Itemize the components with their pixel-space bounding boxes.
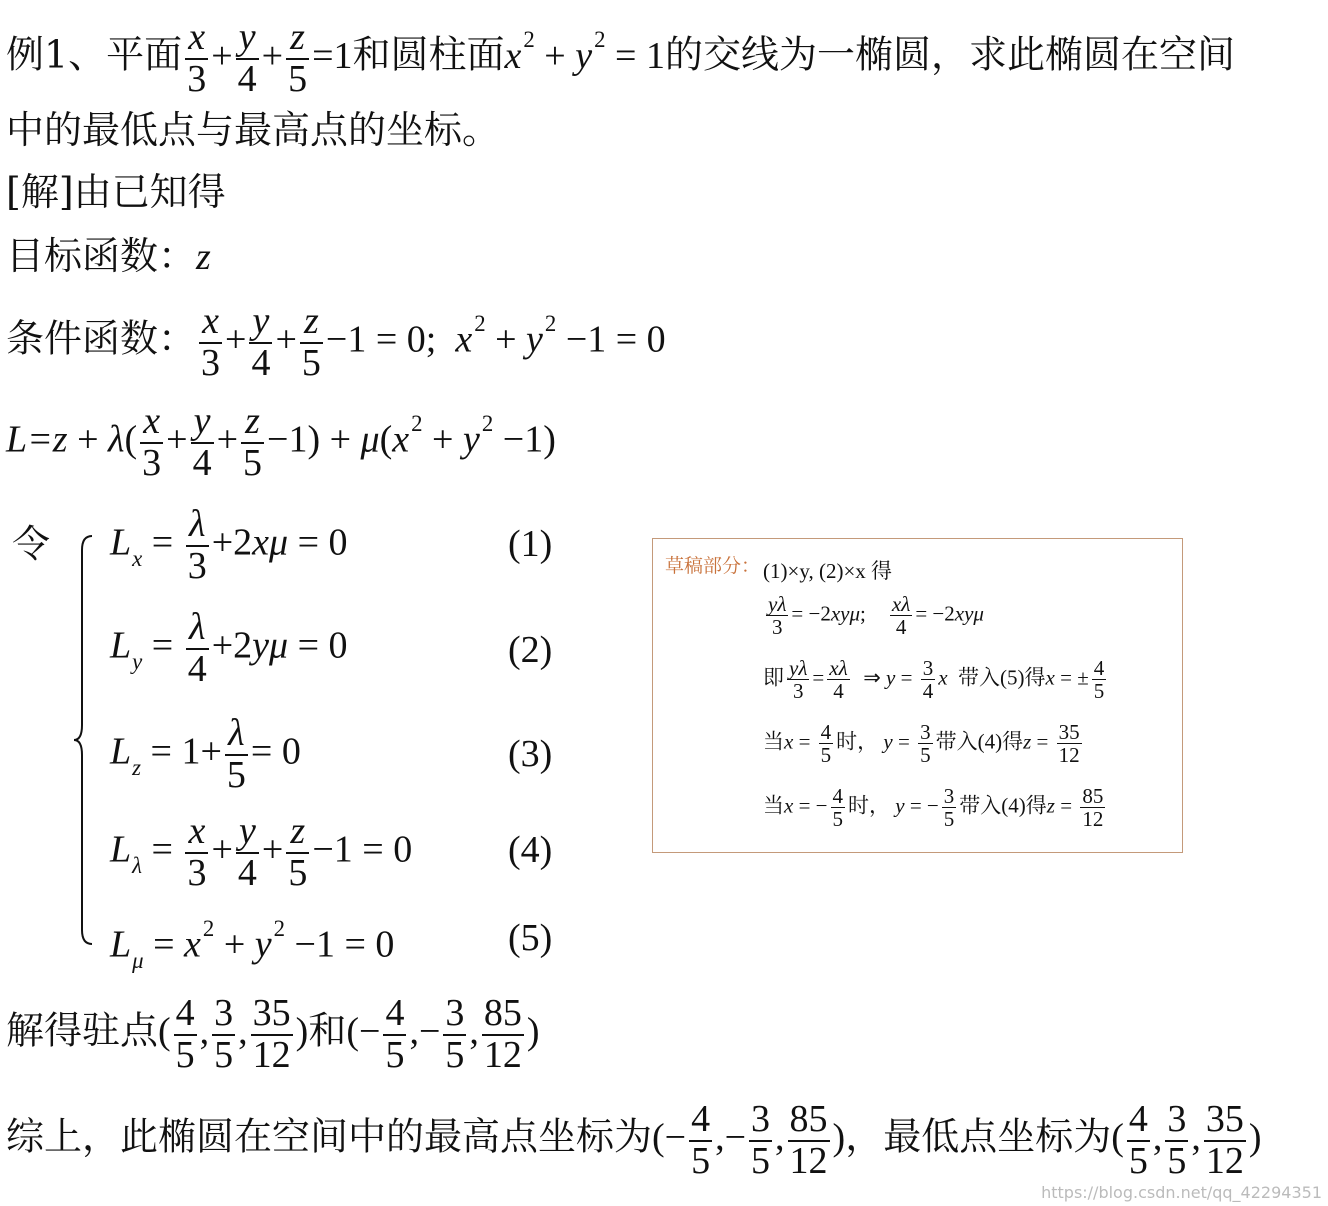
equation-4-number: (4) xyxy=(508,829,553,871)
equation-3-number: (3) xyxy=(508,733,553,775)
draft-row-2: $\frac{y\lambda}{3}$ = −2xyμ; $\frac{x\lambda}{4}$ = −2xyμ xyxy=(768,592,984,640)
equation-5-number: (5) xyxy=(508,917,553,959)
draft-row-5: 当x = − $\frac{4}{5}$ 时， y = − $\frac{3}{5}$ 带入(4)得z = $\frac{85}{12}$ xyxy=(763,784,1104,832)
conclusion-line: 综上，此椭圆在空间中的最高点坐标为(− $\frac{4}{5}$ ,− $\frac{3}{5}$ , $\frac{85}{12}$ )，最低点坐标为( $\frac{4}{5}$ , $\frac{3}{5}$ , $\frac{35}{12}$ ) xyxy=(6,1098,1262,1182)
objective-line xyxy=(6,234,211,279)
equation-2: $L_y$ = $\frac{\lambda}{4}$ +2yμ = 0 xyxy=(110,606,348,690)
draft-row-5-mid: 时， xyxy=(848,793,891,818)
plane-equation: $\frac{x}{3}$ + $\frac{y}{4}$ + $\frac{z}{5}$ =1 xyxy=(187,16,353,100)
constraint-line: 条件函数： $\frac{x}{3}$ + $\frac{y}{4}$ + $\frac{z}{5}$ −1 = 0; $x^2 + y^2 -1 = 0$ xyxy=(6,300,666,384)
problem-line-2: 中的最低点与最高点的坐标。 xyxy=(6,108,501,152)
problem-line-1 xyxy=(6,18,1235,100)
draft-row-5-prefix: 当 xyxy=(763,793,784,818)
constraint-label: 条件函数： xyxy=(6,316,197,361)
equation-1: $L_x$ = $\frac{\lambda}{3}$ +2xμ = 0 xyxy=(110,503,348,587)
equation-4: $L_\lambda$ = $\frac{x}{3}$ + $\frac{y}{4}$ + $\frac{z}{5}$ −1 = 0 xyxy=(110,810,413,894)
solution-intro: [解]由已知得 xyxy=(6,170,226,214)
stationary-line: 解得驻点( $\frac{4}{5}$ , $\frac{3}{5}$ , $\frac{35}{12}$ )和(− $\frac{4}{5}$ ,− $\frac{3}{5}$ , $\frac{85}{12}$ ) xyxy=(6,992,540,1076)
draft-row-3: 即 $\frac{y\lambda}{3}$ = $\frac{x\lambda}{4}$ ⇒ y = $\frac{3}{4}$ x 带入(5)得x = ± $\frac{4}{5}$ xyxy=(763,656,1105,704)
draft-row-1: (1)×y, (2)×x 得 xyxy=(763,559,893,583)
draft-label: 草稿部分： xyxy=(665,555,761,577)
draft-row-4-sub: 带入(4)得 xyxy=(935,729,1024,754)
lagrangian-label: L= xyxy=(6,418,53,461)
conclusion-prefix: 综上，此椭圆在空间中的最高点坐标为 xyxy=(6,1114,653,1159)
stationary-and: 和 xyxy=(308,1008,347,1053)
equation-3: $L_z = 1+$ $\frac{\lambda}{5}$ = 0 xyxy=(110,712,301,796)
problem-prefix: 例1、平面 xyxy=(6,32,183,77)
draft-row-3-mid: 带入(5)得 xyxy=(958,665,1046,690)
objective-label: 目标函数： xyxy=(6,234,197,278)
equation-5: $L_\mu = x^2 + y^2 -1 = 0$ xyxy=(110,916,395,973)
let-label: 令 xyxy=(12,522,51,566)
objective-var: z xyxy=(196,236,211,278)
lagrangian-line: L=z + λ( $\frac{x}{3}$ + $\frac{y}{4}$ + $\frac{z}{5}$ $-1) + \mu(x^2 + y^2 -1)$ xyxy=(6,400,556,484)
draft-row-4-mid: 时， xyxy=(836,729,879,754)
left-brace xyxy=(70,530,100,950)
draft-row-5-sub: 带入(4)得 xyxy=(959,793,1047,818)
equation-2-number: (2) xyxy=(508,629,553,671)
stationary-label: 解得驻点 xyxy=(6,1008,159,1053)
draft-row-4: 当x = $\frac{4}{5}$ 时， y = $\frac{3}{5}$ 带入(4)得z = $\frac{35}{12}$ xyxy=(763,720,1080,768)
cylinder-equation: $x^2 + y^2 = 1$ xyxy=(504,27,665,77)
equation-1-number: (1) xyxy=(508,523,553,565)
problem-suffix: 的交线为一椭圆，求此椭圆在空间 xyxy=(664,32,1235,77)
draft-row-3-prefix: 即 xyxy=(763,665,784,690)
draft-row-4-prefix: 当 xyxy=(763,729,784,754)
conclusion-mid: ，最低点坐标为 xyxy=(845,1114,1112,1159)
draft-box xyxy=(652,538,1183,853)
problem-mid: 和圆柱面 xyxy=(352,32,505,77)
watermark: https://blog.csdn.net/qq_42294351 xyxy=(1041,1183,1322,1202)
